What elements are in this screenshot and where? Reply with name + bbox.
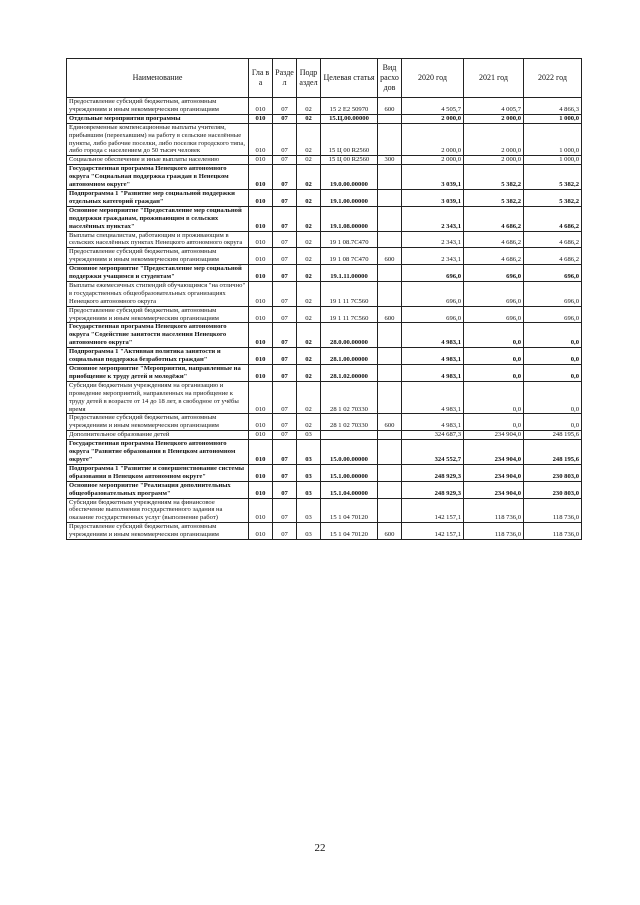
- cell-razdel: 07: [273, 281, 297, 306]
- table-row: [67, 323, 582, 348]
- cell-article: [321, 431, 378, 440]
- cell-name: Основное мероприятие "Предоставление мер социальной поддержки гражданам, проживающим в сельских населённых пунктах": [67, 206, 249, 231]
- cell-2021: 696,0: [464, 306, 524, 323]
- cell-vid: [378, 114, 402, 123]
- table-row: [67, 348, 582, 365]
- cell-name: Основное мероприятие "Реализация дополнительных общеобразовательных программ": [67, 481, 249, 498]
- cell-article: 15 2 Е2 50970: [321, 98, 378, 115]
- cell-2021: 5 382,2: [464, 189, 524, 206]
- cell-article: 19.1.00.00000: [321, 189, 378, 206]
- cell-name: Государственная программа Ненецкого автономного округа "Содействие занятости населения Ненецкого автономного округа": [67, 323, 249, 348]
- cell-2021: 0,0: [464, 323, 524, 348]
- cell-name: Предоставление субсидий бюджетным, автономным учреждениям и иным некоммерческим организациям: [67, 306, 249, 323]
- cell-razdel: 07: [273, 265, 297, 282]
- cell-podrazdel: 03: [297, 498, 321, 523]
- cell-name: Субсидии бюджетным учреждениям на организацию и проведение мероприятий, направленных на приобщение к труду детей в возрасте от 14 до 18 лет, в свободное от учёбы время: [67, 381, 249, 414]
- cell-vid: [378, 281, 402, 306]
- cell-podrazdel: 02: [297, 156, 321, 165]
- cell-article: 28 1 02 70330: [321, 414, 378, 431]
- cell-podrazdel: 03: [297, 440, 321, 465]
- cell-podrazdel: 02: [297, 265, 321, 282]
- cell-2022: 5 382,2: [524, 165, 582, 190]
- cell-name: Социальное обеспечение и иные выплаты населению: [67, 156, 249, 165]
- cell-2022: 5 382,2: [524, 189, 582, 206]
- cell-razdel: 07: [273, 348, 297, 365]
- cell-article: 19 1 08 7С470: [321, 248, 378, 265]
- cell-article: 19.1.11.00000: [321, 265, 378, 282]
- cell-vid: [378, 165, 402, 190]
- cell-2020: 4 983,1: [402, 381, 464, 414]
- cell-2020: 3 039,1: [402, 189, 464, 206]
- cell-vid: [378, 206, 402, 231]
- cell-article: 15 1 04 70120: [321, 523, 378, 540]
- cell-glava: 010: [249, 381, 273, 414]
- cell-article: 19 1 11 7С560: [321, 306, 378, 323]
- cell-glava: 010: [249, 523, 273, 540]
- table-row: [67, 281, 582, 306]
- table-row: [67, 114, 582, 123]
- cell-podrazdel: 03: [297, 431, 321, 440]
- cell-vid: [378, 498, 402, 523]
- cell-podrazdel: 02: [297, 206, 321, 231]
- cell-glava: 010: [249, 306, 273, 323]
- cell-article: 19.0.00.00000: [321, 165, 378, 190]
- cell-podrazdel: 03: [297, 481, 321, 498]
- cell-2020: 248 929,3: [402, 464, 464, 481]
- cell-2020: 696,0: [402, 281, 464, 306]
- cell-glava: 010: [249, 123, 273, 156]
- cell-2021: 4 005,7: [464, 98, 524, 115]
- cell-2020: 324 552,7: [402, 440, 464, 465]
- budget-table: [66, 58, 582, 540]
- cell-vid: [378, 265, 402, 282]
- cell-2021: 696,0: [464, 265, 524, 282]
- cell-2022: 230 803,0: [524, 481, 582, 498]
- cell-vid: [378, 323, 402, 348]
- cell-glava: 010: [249, 440, 273, 465]
- cell-2022: 4 686,2: [524, 206, 582, 231]
- table-row: [67, 189, 582, 206]
- cell-2022: 248 195,6: [524, 431, 582, 440]
- cell-article: 15.0.00.00000: [321, 440, 378, 465]
- table-row: [67, 523, 582, 540]
- cell-glava: 010: [249, 481, 273, 498]
- header-2021: 2021 год: [464, 59, 524, 98]
- cell-2020: 3 039,1: [402, 165, 464, 190]
- cell-article: 15 Ц 00 R2560: [321, 123, 378, 156]
- cell-podrazdel: 02: [297, 414, 321, 431]
- cell-name: Подпрограмма 1 "Развитие мер социальной поддержки отдельных категорий граждан": [67, 189, 249, 206]
- cell-2022: 0,0: [524, 323, 582, 348]
- table-row: [67, 306, 582, 323]
- cell-vid: [378, 348, 402, 365]
- cell-article: 15.1.00.00000: [321, 464, 378, 481]
- cell-vid: [378, 381, 402, 414]
- cell-name: Дополнительное образование детей: [67, 431, 249, 440]
- cell-2021: 0,0: [464, 414, 524, 431]
- cell-2021: 4 686,2: [464, 206, 524, 231]
- cell-2021: 696,0: [464, 281, 524, 306]
- cell-2022: 118 736,0: [524, 523, 582, 540]
- cell-name: Единовременные компенсационные выплаты учителям, прибывшим (переехавшим) на работу в сельские населённые пункты, либо рабочие поселки, либо поселки городского типа, либо города с населением до 50 тысяч человек: [67, 123, 249, 156]
- cell-2022: 1 000,0: [524, 156, 582, 165]
- cell-name: Предоставление субсидий бюджетным, автономным учреждениям и иным некоммерческим организациям: [67, 414, 249, 431]
- cell-2020: 142 157,1: [402, 498, 464, 523]
- cell-razdel: 07: [273, 231, 297, 248]
- cell-vid: [378, 189, 402, 206]
- cell-podrazdel: 02: [297, 189, 321, 206]
- cell-name: Отдельные мероприятия программы: [67, 114, 249, 123]
- cell-podrazdel: 02: [297, 348, 321, 365]
- cell-name: Основное мероприятие "Мероприятия, направленные на приобщение к труду детей и молодёжи": [67, 365, 249, 382]
- cell-glava: 010: [249, 265, 273, 282]
- cell-2020: 4 983,1: [402, 365, 464, 382]
- cell-name: Выплаты специалистам, работающим и проживающим в сельских населённых пунктах Ненецкого автономного округа: [67, 231, 249, 248]
- cell-2021: 118 736,0: [464, 523, 524, 540]
- cell-podrazdel: 02: [297, 281, 321, 306]
- cell-glava: 010: [249, 189, 273, 206]
- cell-glava: 010: [249, 464, 273, 481]
- cell-2022: 4 686,2: [524, 231, 582, 248]
- cell-2021: 2 000,0: [464, 156, 524, 165]
- cell-2022: 696,0: [524, 281, 582, 306]
- cell-podrazdel: 02: [297, 306, 321, 323]
- cell-2022: 0,0: [524, 381, 582, 414]
- cell-article: 28.0.00.00000: [321, 323, 378, 348]
- table-row: [67, 265, 582, 282]
- cell-2020: 2 343,1: [402, 206, 464, 231]
- cell-razdel: 07: [273, 440, 297, 465]
- cell-glava: 010: [249, 414, 273, 431]
- cell-vid: [378, 481, 402, 498]
- cell-2021: 0,0: [464, 381, 524, 414]
- cell-2021: 234 904,0: [464, 481, 524, 498]
- cell-2021: 234 904,0: [464, 440, 524, 465]
- header-podrazdel: Подр аздел: [297, 59, 321, 98]
- cell-2021: 118 736,0: [464, 498, 524, 523]
- header-article: Целевая статья: [321, 59, 378, 98]
- cell-razdel: 07: [273, 156, 297, 165]
- cell-glava: 010: [249, 206, 273, 231]
- table-row: [67, 464, 582, 481]
- cell-glava: 010: [249, 165, 273, 190]
- cell-name: Основное мероприятие "Предоставление мер социальной поддержки учащимся и студентам": [67, 265, 249, 282]
- table-row: [67, 156, 582, 165]
- cell-vid: [378, 123, 402, 156]
- table-row: [67, 481, 582, 498]
- cell-2020: 4 983,1: [402, 348, 464, 365]
- cell-razdel: 07: [273, 498, 297, 523]
- cell-2022: 4 686,2: [524, 248, 582, 265]
- cell-name: Предоставление субсидий бюджетным, автономным учреждениям и иным некоммерческим организациям: [67, 98, 249, 115]
- cell-2021: 0,0: [464, 348, 524, 365]
- cell-article: 28.1.02.00000: [321, 365, 378, 382]
- cell-glava: 010: [249, 498, 273, 523]
- cell-2020: 696,0: [402, 265, 464, 282]
- table-row: [67, 206, 582, 231]
- cell-vid: [378, 231, 402, 248]
- cell-2020: 4 983,1: [402, 414, 464, 431]
- cell-podrazdel: 02: [297, 231, 321, 248]
- table-row: [67, 248, 582, 265]
- cell-podrazdel: 02: [297, 323, 321, 348]
- cell-2022: 230 803,0: [524, 464, 582, 481]
- cell-article: 28.1.00.00000: [321, 348, 378, 365]
- cell-podrazdel: 02: [297, 114, 321, 123]
- cell-razdel: 07: [273, 123, 297, 156]
- cell-podrazdel: 02: [297, 381, 321, 414]
- cell-razdel: 07: [273, 306, 297, 323]
- cell-2020: 2 000,0: [402, 123, 464, 156]
- cell-razdel: 07: [273, 248, 297, 265]
- cell-2022: 696,0: [524, 265, 582, 282]
- cell-2020: 696,0: [402, 306, 464, 323]
- cell-2020: 4 505,7: [402, 98, 464, 115]
- cell-2020: 248 929,3: [402, 481, 464, 498]
- cell-2022: 0,0: [524, 414, 582, 431]
- cell-glava: 010: [249, 323, 273, 348]
- cell-article: 28 1 02 70330: [321, 381, 378, 414]
- cell-2022: 0,0: [524, 348, 582, 365]
- cell-name: Предоставление субсидий бюджетным, автономным учреждениям и иным некоммерческим организациям: [67, 523, 249, 540]
- cell-razdel: 07: [273, 189, 297, 206]
- table-row: [67, 431, 582, 440]
- cell-2021: 234 904,0: [464, 464, 524, 481]
- table-row: [67, 165, 582, 190]
- cell-podrazdel: 02: [297, 98, 321, 115]
- cell-vid: [378, 464, 402, 481]
- cell-2021: 4 686,2: [464, 231, 524, 248]
- table-row: [67, 231, 582, 248]
- header-row: [67, 59, 582, 98]
- cell-name: Подпрограмма 1 "Активная политика занятости и социальная поддержка безработных граждан": [67, 348, 249, 365]
- cell-razdel: 07: [273, 323, 297, 348]
- cell-glava: 010: [249, 98, 273, 115]
- header-name: Наименование: [67, 59, 249, 98]
- cell-2020: 2 000,0: [402, 114, 464, 123]
- table-body: [67, 98, 582, 540]
- cell-glava: 010: [249, 248, 273, 265]
- cell-name: Государственная программа Ненецкого автономного округа "Развитие образования в Ненецком автономном округе": [67, 440, 249, 465]
- cell-razdel: 07: [273, 165, 297, 190]
- table-row: [67, 498, 582, 523]
- cell-2022: 696,0: [524, 306, 582, 323]
- cell-2022: 1 000,0: [524, 123, 582, 156]
- header-razdel: Разде л: [273, 59, 297, 98]
- cell-razdel: 07: [273, 481, 297, 498]
- cell-glava: 010: [249, 114, 273, 123]
- cell-podrazdel: 02: [297, 365, 321, 382]
- table-row: [67, 98, 582, 115]
- cell-2020: 142 157,1: [402, 523, 464, 540]
- cell-razdel: 07: [273, 414, 297, 431]
- cell-vid: [378, 440, 402, 465]
- cell-vid: 600: [378, 248, 402, 265]
- cell-vid: 600: [378, 306, 402, 323]
- table-row: [67, 414, 582, 431]
- cell-2020: 2 343,1: [402, 248, 464, 265]
- cell-podrazdel: 03: [297, 464, 321, 481]
- cell-2022: 1 000,0: [524, 114, 582, 123]
- cell-glava: 010: [249, 281, 273, 306]
- cell-article: 19.1.08.00000: [321, 206, 378, 231]
- cell-glava: 010: [249, 348, 273, 365]
- cell-razdel: 07: [273, 98, 297, 115]
- page-number: 22: [314, 842, 326, 854]
- cell-2021: 5 382,2: [464, 165, 524, 190]
- table-row: [67, 123, 582, 156]
- cell-vid: 300: [378, 156, 402, 165]
- cell-name: Подпрограмма 1 "Развитие и совершенствование системы образования в Ненецком автономном округе": [67, 464, 249, 481]
- cell-article: 15 Ц 00 R2560: [321, 156, 378, 165]
- cell-2020: 2 343,1: [402, 231, 464, 248]
- header-2020: 2020 год: [402, 59, 464, 98]
- header-2022: 2022 год: [524, 59, 582, 98]
- cell-2021: 4 686,2: [464, 248, 524, 265]
- table-row: [67, 365, 582, 382]
- cell-2022: 248 195,6: [524, 440, 582, 465]
- cell-razdel: 07: [273, 206, 297, 231]
- cell-razdel: 07: [273, 523, 297, 540]
- cell-2021: 234 904,0: [464, 431, 524, 440]
- cell-article: 19 1 11 7С560: [321, 281, 378, 306]
- cell-glava: 010: [249, 431, 273, 440]
- cell-article: 15.1.04.00000: [321, 481, 378, 498]
- header-vid: Вид расхо дов: [378, 59, 402, 98]
- cell-article: 19 1 08.7С470: [321, 231, 378, 248]
- cell-2020: 4 983,1: [402, 323, 464, 348]
- cell-2021: 2 000,0: [464, 123, 524, 156]
- cell-name: Субсидии бюджетным учреждениям на финансовое обеспечение выполнения государственного задания на оказание государственных услуг (выполнение работ): [67, 498, 249, 523]
- cell-article: 15 1 04 70120: [321, 498, 378, 523]
- cell-2021: 2 000,0: [464, 114, 524, 123]
- cell-glava: 010: [249, 231, 273, 248]
- cell-2020: 324 687,3: [402, 431, 464, 440]
- cell-vid: [378, 431, 402, 440]
- cell-2021: 0,0: [464, 365, 524, 382]
- cell-razdel: 07: [273, 365, 297, 382]
- cell-vid: 600: [378, 523, 402, 540]
- cell-razdel: 07: [273, 464, 297, 481]
- cell-glava: 010: [249, 365, 273, 382]
- cell-podrazdel: 03: [297, 523, 321, 540]
- cell-2022: 118 736,0: [524, 498, 582, 523]
- cell-name: Предоставление субсидий бюджетным, автономным учреждениям и иным некоммерческим организациям: [67, 248, 249, 265]
- cell-2022: 4 866,3: [524, 98, 582, 115]
- cell-vid: 600: [378, 414, 402, 431]
- cell-glava: 010: [249, 156, 273, 165]
- cell-razdel: 07: [273, 381, 297, 414]
- header-glava: Гла в а: [249, 59, 273, 98]
- cell-vid: 600: [378, 98, 402, 115]
- cell-article: 15.Ц.00.00000: [321, 114, 378, 123]
- cell-name: Выплаты ежемесячных стипендий обучающимся "на отлично" в государственных общеобразовательных организациях Ненецкого автономного округа: [67, 281, 249, 306]
- cell-2022: 0,0: [524, 365, 582, 382]
- cell-name: Государственная программа Ненецкого автономного округа "Социальная поддержка граждан в Ненецком автономном округе": [67, 165, 249, 190]
- cell-podrazdel: 02: [297, 165, 321, 190]
- cell-razdel: 07: [273, 114, 297, 123]
- table-row: [67, 440, 582, 465]
- cell-vid: [378, 365, 402, 382]
- cell-podrazdel: 02: [297, 248, 321, 265]
- cell-razdel: 07: [273, 431, 297, 440]
- cell-podrazdel: 02: [297, 123, 321, 156]
- cell-2020: 2 000,0: [402, 156, 464, 165]
- table-row: [67, 381, 582, 414]
